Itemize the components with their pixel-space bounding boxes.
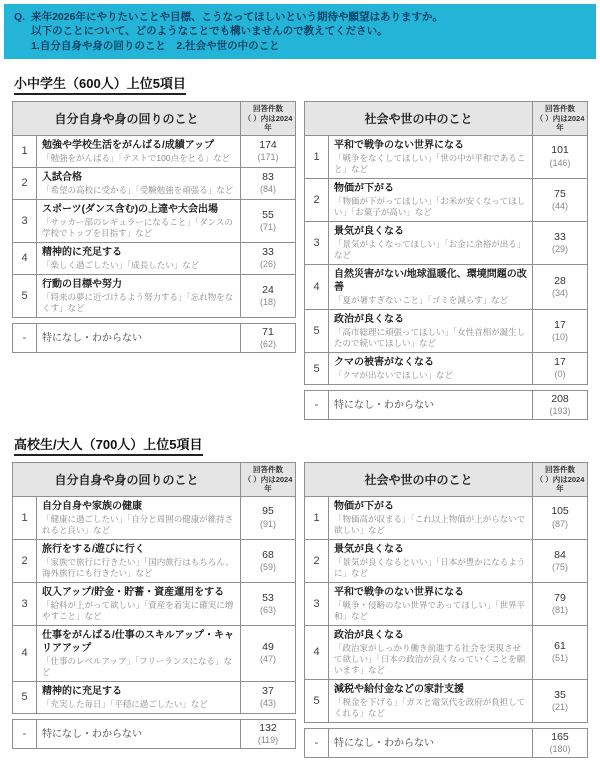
count-column-header [533,102,587,134]
count-previous-year: (91) [259,518,276,529]
item-cell [329,626,533,679]
item-cell [329,310,533,352]
item-examples: 「物価高が収まる」「これ以上物価が上がらないで欲しい」など [334,513,526,535]
rank-cell: 5 [13,682,37,713]
rank-cell: 3 [305,583,329,625]
table-row [305,540,587,583]
item-cell [37,136,241,167]
item-title: 自然災害がない/地球温暖化、環境問題の改善 [334,268,527,293]
count-previous-year: (21) [551,701,568,712]
item-cell [37,583,241,625]
section-title: 小中学生（600人）上位5項目 [14,73,186,95]
item-examples: 「希望の高校に受かる」「受験勉強を頑張る」など [42,184,234,195]
table-row [13,497,295,540]
table-footer-row [12,323,296,353]
table-row [13,200,295,243]
count-cell [533,583,587,625]
count-cell [533,179,587,221]
count-column-header [241,102,295,134]
item-title: 政治が良くなる [334,313,404,325]
item-examples: 「サッカー部のレギュラーになること」「ダンスの学校でトップを目指す」など [42,216,233,238]
count-cell [241,324,295,352]
item-title: 精神的に充足する [42,685,122,697]
question-banner [4,4,596,59]
item-examples: 「夏が暑すぎないこと」「ゴミを減らす」など [334,294,509,305]
item-title: 平和で戦争のない世界になる [334,139,464,151]
item-cell [37,540,241,582]
count-cell [241,275,295,317]
count-previous-year: (71) [259,221,276,232]
count-previous-year: (0) [554,369,566,380]
item-cell [329,136,533,178]
item-examples: 「将来の夢に近づけるよう努力する」「忘れ物をなくす」など [42,291,234,313]
count-previous-year: (34) [551,287,568,298]
count-cell [533,310,587,352]
item-examples: 「仕事のレベルアップ」「フリーランスになる」など [42,655,233,677]
count-previous-year: (81) [551,604,568,615]
count-current: 208 [551,393,569,406]
item-cell [37,682,241,713]
count-current: 79 [554,591,566,604]
count-current: 75 [554,187,566,200]
count-current: 33 [262,246,274,259]
count-previous-year: (84) [259,184,276,195]
rank-cell: 1 [305,136,329,178]
count-current: 55 [262,208,274,221]
tables-row [12,462,588,758]
count-current: 17 [554,356,566,369]
rank-cell: 2 [13,168,37,199]
item-examples: 「クマが出ないでほしい」など [334,370,454,380]
item-title: 景気が良くなる [334,543,404,555]
table-row [305,265,587,310]
question-prefix: Q. [14,11,26,23]
rank-cell: 2 [305,179,329,221]
table-body [12,496,296,714]
section-title: 高校生/大人（700人）上位5項目 [14,434,203,456]
count-cell [533,136,587,178]
table-row [13,682,295,714]
question-line-1: 来年2026年にやりたいことや目標、こうなってほしいという期待や願望はありますか。 [31,11,443,23]
rank-cell: 4 [305,265,329,309]
count-current: 174 [259,138,277,151]
table-title: 自分自身や身の回りのこと [13,102,241,134]
rank-cell: - [305,391,329,419]
count-previous-year: (193) [549,406,571,417]
table-row [13,540,295,583]
count-previous-year: (18) [259,296,276,307]
table-row [305,497,587,540]
ranking-table-society [304,101,588,420]
question-line-3: 1.自分自身や身の回りのこと 2.社会や世の中のこと [31,39,280,52]
count-current: 71 [262,325,274,338]
item-cell [329,222,533,264]
count-current: 37 [262,685,274,698]
count-cell [241,682,295,713]
item-title: 特になし・わからない [42,332,142,344]
count-header-line2: （ ）内は2024年 [243,474,293,494]
item-cell [329,729,533,757]
item-title: 自分自身や家族の健康 [42,500,142,512]
item-title: 勉強や学校生活をがんばる/成績アップ [42,139,215,151]
count-current: 28 [554,274,566,287]
item-examples: 「勉強をがんばる」「テストで100点をとる」など [42,152,231,163]
count-cell [533,680,587,722]
item-title: 特になし・わからない [334,399,434,411]
count-cell [241,243,295,274]
count-column-header [533,463,587,495]
count-header-line2: （ ）内は2024年 [535,113,585,133]
count-cell [241,497,295,539]
item-title: 減税や給付金などの家計支援 [334,683,464,695]
ranking-table-personal [12,462,296,749]
count-header-line2: （ ）内は2024年 [243,113,293,133]
count-header-line1: 回答件数 [545,465,575,475]
count-current: 24 [262,283,274,296]
item-title: 特になし・わからない [334,737,434,749]
item-examples: 「戦争をなくしてほしい」「世の中が平和であること」など [334,152,526,174]
question-text [31,10,586,53]
count-cell [241,136,295,167]
item-cell [329,497,533,539]
table-title: 自分自身や身の回りのこと [13,463,241,495]
count-current: 49 [262,641,274,654]
table-row [13,583,295,626]
rank-cell: - [13,720,37,748]
count-current: 132 [259,721,277,734]
section-2 [4,430,596,758]
table-row [13,275,295,318]
item-title: 物価が下がる [334,182,394,194]
item-cell [329,583,533,625]
question-line-2: 以下のことについて、どのようなことでも構いませんので教えてください。 [31,25,388,38]
count-previous-year: (59) [259,561,276,572]
rank-cell: 2 [305,540,329,582]
section-1 [4,69,596,420]
item-title: 行動の目標や努力 [42,278,122,290]
item-examples: 「高市総理に頑張ってほしい」「女性首相が誕生したので続いてほしい」など [334,326,526,348]
rank-cell: 1 [305,497,329,539]
item-cell [37,720,241,748]
count-previous-year: (10) [551,331,568,342]
rank-cell: 1 [13,497,37,539]
rank-cell: 1 [13,136,37,167]
sections [4,69,596,758]
count-cell [533,626,587,679]
item-cell [329,265,533,309]
item-title: 仕事をがんばる/仕事のスキルアップ・キャリアアップ [42,629,234,654]
count-current: 95 [262,505,274,518]
item-cell [329,179,533,221]
count-current: 83 [262,170,274,183]
count-current: 68 [262,548,274,561]
item-cell [37,168,241,199]
item-examples: 「楽しく過ごしたい」「成長したい」など [42,259,200,270]
count-header-line1: 回答件数 [545,104,575,114]
item-title: 収入アップ/貯金・貯蓄・資産運用をする [42,586,225,598]
item-examples: 「景気が良くなるといい」「日本が豊かになるように」など [334,556,526,578]
table-body [304,496,588,724]
table-title: 社会や世の中のこと [305,463,533,495]
item-examples: 「健康に過ごしたい」「自分と周囲の健康が維持されると良い」など [42,513,234,535]
table-row [305,353,587,385]
item-title: 精神的に充足する [42,246,122,258]
table-row [305,583,587,626]
item-title: 政治が良くなる [334,629,404,641]
rank-cell: 5 [305,680,329,722]
item-cell [37,497,241,539]
count-previous-year: (171) [257,152,279,163]
count-cell [241,200,295,242]
table-row [13,626,295,682]
table-footer-row [12,719,296,749]
rank-cell: 5 [13,275,37,317]
item-title: 旅行をする/遊びに行く [42,543,145,555]
table-row [13,168,295,200]
count-cell [533,391,587,419]
rank-cell: 5 [305,353,329,384]
rank-cell: 4 [305,626,329,679]
count-cell [241,540,295,582]
table-row [13,136,295,168]
rank-cell: 5 [305,310,329,352]
table-body [12,135,296,318]
count-cell [533,540,587,582]
rank-cell: 2 [13,540,37,582]
count-cell [241,626,295,681]
item-title: 入試合格 [42,171,82,183]
item-cell [37,324,241,352]
count-cell [241,168,295,199]
item-examples: 「家族で旅行に行きたい」「国内旅行はもちろん、海外旅行にも行きたい」など [42,556,234,578]
item-cell [37,275,241,317]
item-examples: 「政治家がしっかり働き前進する社会を実現させて欲しい」「日本の政治が良くなっていくことを願います」など [334,642,526,675]
count-previous-year: (180) [549,744,571,755]
table-row [305,179,587,222]
count-header-line2: （ ）内は2024年 [535,474,585,494]
count-previous-year: (75) [551,561,568,572]
count-current: 35 [554,688,566,701]
count-cell [241,583,295,625]
count-cell [533,265,587,309]
item-cell [37,243,241,274]
count-cell [533,497,587,539]
table-footer-row [304,728,588,758]
ranking-table-society [304,462,588,758]
rank-cell: 3 [13,200,37,242]
table-row [305,310,587,353]
count-previous-year: (62) [259,339,276,350]
item-examples: 「戦争・侵略のない世界であってほしい」「世界平和」など [334,599,526,621]
tables-row [12,101,588,420]
count-previous-year: (44) [551,200,568,211]
count-cell [533,353,587,384]
rank-cell: - [305,729,329,757]
item-examples: 「物価が下がってほしい」「お米が安くなってほしい」「お菓子が高い」など [334,195,526,217]
count-previous-year: (146) [549,157,571,168]
count-current: 17 [554,318,566,331]
table-header [304,462,588,495]
table-row [305,626,587,680]
table-row [305,680,587,723]
count-previous-year: (63) [259,604,276,615]
item-cell [37,626,241,681]
count-previous-year: (119) [257,735,279,746]
table-row [305,136,587,179]
rank-cell: 3 [305,222,329,264]
count-current: 165 [551,731,569,744]
item-cell [329,540,533,582]
item-examples: 「充実した毎日」「平穏に過ごしたい」など [42,698,208,709]
count-cell [241,720,295,748]
table-row [13,243,295,275]
table-header [12,462,296,495]
item-cell [37,200,241,242]
rank-cell: 3 [13,583,37,625]
count-current: 61 [554,640,566,653]
item-title: クマの被害がなくなる [334,357,434,368]
table-row [305,222,587,265]
rank-cell: 4 [13,626,37,681]
ranking-table-personal [12,101,296,353]
item-examples: 「税金を下げる」「ガスと電気代を政府が負担してくれる」など [334,696,526,719]
count-current: 101 [551,144,569,157]
count-previous-year: (26) [259,259,276,270]
table-footer-row [304,390,588,420]
item-examples: 「景気がよくなってほしい」「お金に余裕が出る」など [334,238,526,260]
item-title: 物価が下がる [334,500,394,512]
table-header [12,101,296,134]
table-title: 社会や世の中のこと [305,102,533,134]
item-cell [329,680,533,722]
item-cell [329,391,533,419]
count-previous-year: (43) [259,698,276,709]
count-previous-year: (87) [551,518,568,529]
count-header-line1: 回答件数 [253,465,283,475]
count-cell [533,729,587,757]
rank-cell: - [13,324,37,352]
count-current: 105 [551,505,569,518]
item-title: 平和で戦争のない世界になる [334,586,464,598]
item-examples: 「給料が上がって欲しい」「資産を着実に確実に増やすこと」など [42,599,234,621]
count-cell [533,222,587,264]
rank-cell: 4 [13,243,37,274]
item-cell [329,353,533,384]
item-title: 特になし・わからない [42,728,142,740]
count-current: 84 [554,548,566,561]
count-header-line1: 回答件数 [253,104,283,114]
count-previous-year: (51) [551,653,568,664]
item-title: 景気が良くなる [334,225,404,237]
item-title: スポーツ(ダンス含む)の上達や大会出場 [42,203,219,215]
count-column-header [241,463,295,495]
count-current: 53 [262,591,274,604]
table-body [304,135,588,385]
count-current: 33 [554,230,566,243]
count-previous-year: (47) [259,654,276,665]
table-header [304,101,588,134]
count-previous-year: (29) [551,243,568,254]
